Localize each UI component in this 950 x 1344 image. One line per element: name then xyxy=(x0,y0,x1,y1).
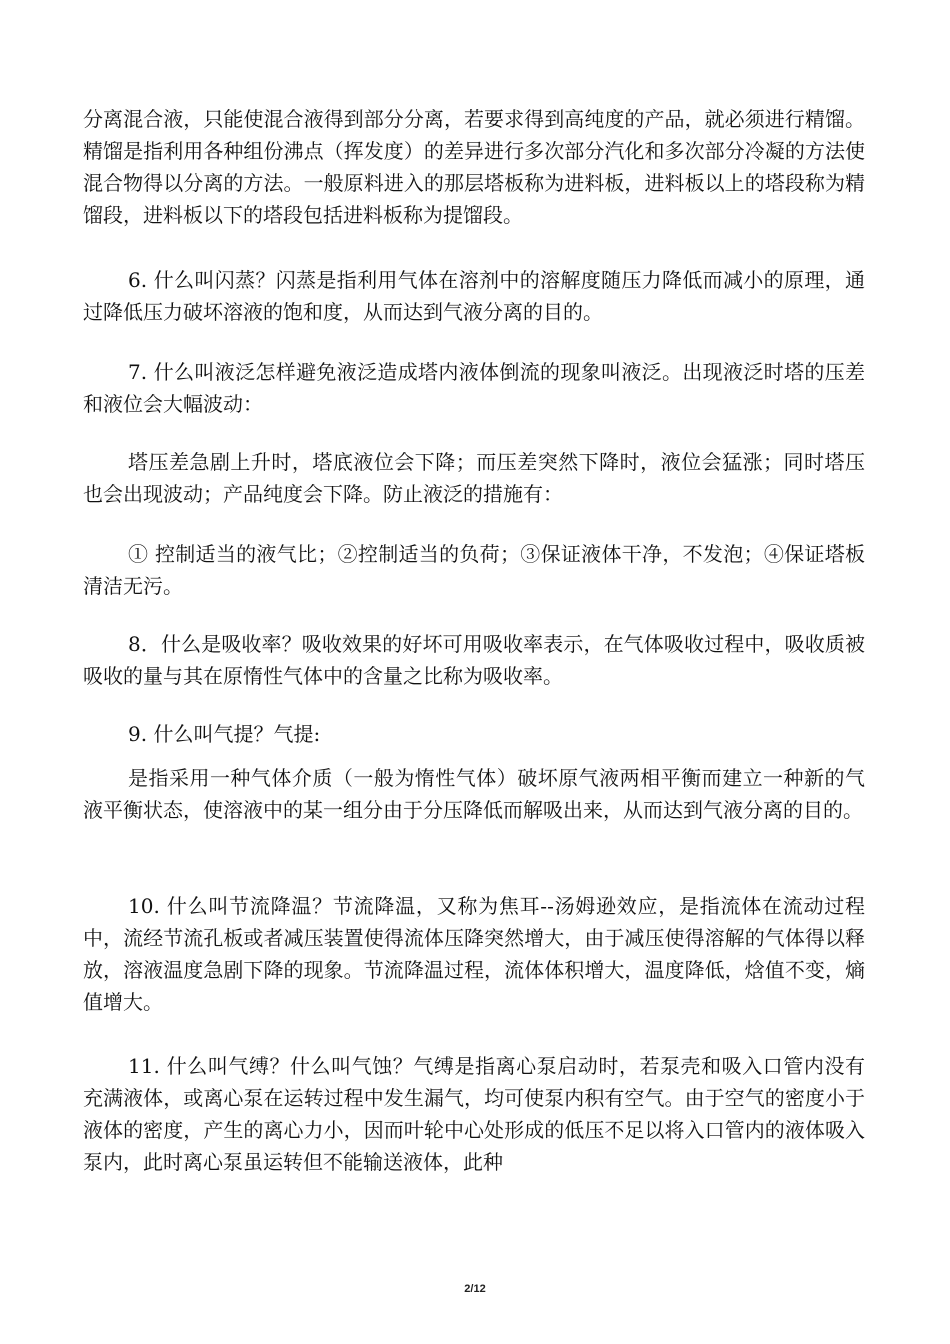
page-number: 2/12 xyxy=(464,1283,486,1295)
paragraph-flooding-measures: ① 控制适当的液气比；②控制适当的负荷；③保证液体干净，不发泡；④保证塔板清洁无污。 xyxy=(83,542,865,598)
paragraph-throttling-cooling: 10. 什么叫节流降温？节流降温，又称为焦耳--汤姆逊效应，是指流体在流动过程中，流经节流孔板或者减压装置使得流体压降突然增大，由于减压使得溶解的气体得以释放，溶液温度急剧下降的现象。节流降温过程，流体体积增大，温度降低，焓值不变，熵值增大。 xyxy=(83,894,865,1014)
paragraph-flooding-description: 塔压差急剧上升时，塔底液位会下降；而压差突然下降时，液位会猛涨；同时塔压也会出现波动；产品纯度会下降。防止液泛的措施有： xyxy=(83,450,865,506)
paragraph-stripping-question: 9. 什么叫气提？气提: xyxy=(128,722,321,746)
paragraph-flooding-question: 7. 什么叫液泛怎样避免液泛造成塔内液体倒流的现象叫液泛。出现液泛时塔的压差和液位会大幅波动： xyxy=(83,360,865,416)
paragraph-stripping-definition: 是指采用一种气体介质（一般为惰性气体）破坏原气液两相平衡而建立一种新的气液平衡状态，使溶液中的某一组分由于分压降低而解吸出来，从而达到气液分离的目的。 xyxy=(83,766,865,822)
paragraph-distillation: 分离混合液，只能使混合液得到部分分离，若要求得到高纯度的产品，就必须进行精馏。精馏是指利用各种组份沸点（挥发度）的差异进行多次部分汽化和多次部分冷凝的方法使混合物得以分离的方法。一般原料进入的那层塔板称为进料板，进料板以上的塔段称为精馏段，进料板以下的塔段包括进料板称为提馏段。 xyxy=(83,107,865,227)
paragraph-flash-evaporation: 6. 什么叫闪蒸？闪蒸是指利用气体在溶剂中的溶解度随压力降低而减小的原理，通过降低压力破坏溶液的饱和度，从而达到气液分离的目的。 xyxy=(83,268,865,324)
paragraph-gas-binding: 11. 什么叫气缚？什么叫气蚀？气缚是指离心泵启动时，若泵壳和吸入口管内没有充满液体，或离心泵在运转过程中发生漏气，均可使泵内积有空气。由于空气的密度小于液体的密度，产生的离心力小，因而叶轮中心处形成的低压不足以将入口管内的液体吸入泵内，此时离心泵虽运转但不能输送液体，此种 xyxy=(83,1054,865,1174)
paragraph-absorption-rate: 8．什么是吸收率？吸收效果的好坏可用吸收率表示，在气体吸收过程中，吸收质被吸收的量与其在原惰性气体中的含量之比称为吸收率。 xyxy=(83,632,865,688)
